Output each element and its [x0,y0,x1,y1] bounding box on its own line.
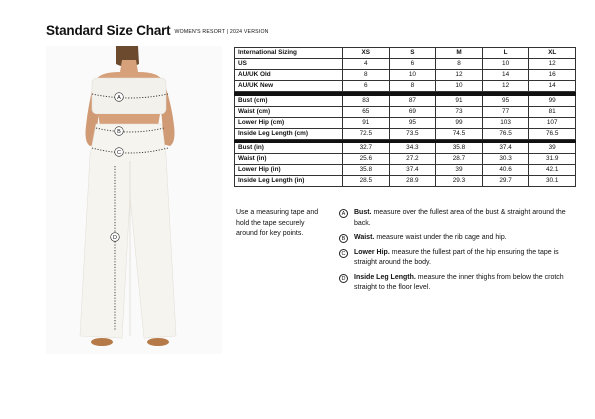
size-value-cell: 99 [529,95,576,106]
size-value-cell: 35.8 [436,143,483,154]
size-chart-table [234,47,576,187]
row-label: Waist (in) [235,154,343,165]
table-row [235,154,576,165]
note-text [354,208,579,229]
size-value-cell: 103 [482,117,529,128]
size-value-cell: 6 [389,59,436,70]
size-value-cell: 95 [389,117,436,128]
table-row [235,59,576,70]
size-value-cell: 42.1 [529,165,576,176]
header-sizing-label: International Sizing [235,48,343,59]
shoulders-shape [96,60,162,80]
note-description: measure the fullest part of the hip ensuring the tape is straight around the body. [354,248,559,266]
note-item [339,273,579,294]
size-value-cell: 40.6 [482,165,529,176]
table-row [235,106,576,117]
note-title: Bust. [354,209,372,216]
size-value-cell: 35.8 [343,165,390,176]
note-marker-badge: A [339,209,348,218]
row-label: Inside Leg Length (in) [235,176,343,187]
page-title-block [46,22,269,40]
note-item [339,233,579,244]
size-value-cell: 8 [389,81,436,92]
size-value-cell: 29.3 [436,176,483,187]
size-value-cell: 87 [389,95,436,106]
size-value-cell: 77 [482,106,529,117]
header-size-1: XS [343,48,390,59]
row-label: US [235,59,343,70]
note-title: Waist. [354,234,375,241]
table-row [235,95,576,106]
size-value-cell: 72.5 [343,128,390,139]
size-value-cell: 81 [529,106,576,117]
row-label: Inside Leg Length (cm) [235,128,343,139]
size-value-cell: 73.5 [389,128,436,139]
trousers-shape [80,124,176,338]
size-value-cell: 73 [436,106,483,117]
note-item [339,248,579,269]
size-value-cell: 10 [389,70,436,81]
size-value-cell: 65 [343,106,390,117]
measurement-notes [339,208,579,298]
note-marker-badge: D [339,274,348,283]
marker-b-label: B [117,129,121,135]
size-value-cell: 12 [529,59,576,70]
size-value-cell: 27.2 [389,154,436,165]
right-sandal-shape [147,338,169,346]
size-value-cell: 39 [529,143,576,154]
note-text [354,233,507,244]
note-title: Inside Leg Length. [354,273,416,281]
size-value-cell: 30.3 [482,154,529,165]
header-size-5: XL [529,48,576,59]
size-value-cell: 107 [529,117,576,128]
left-sandal-shape [91,338,113,346]
header-size-4: L [482,48,529,59]
row-label: AU/UK New [235,81,343,92]
size-value-cell: 34.3 [389,143,436,154]
note-text [354,248,579,269]
size-value-cell: 28.9 [389,176,436,187]
table-row [235,81,576,92]
size-value-cell: 69 [389,106,436,117]
size-value-cell: 39 [436,165,483,176]
page-title: Standard Size Chart [46,23,171,38]
row-label: Lower Hip (cm) [235,117,343,128]
size-value-cell: 12 [482,81,529,92]
size-value-cell: 76.5 [529,128,576,139]
model-figure [46,46,222,354]
row-label: Lower Hip (in) [235,165,343,176]
header-size-2: S [389,48,436,59]
size-value-cell: 31.9 [529,154,576,165]
size-value-cell: 28.5 [343,176,390,187]
size-value-cell: 29.7 [482,176,529,187]
size-value-cell: 8 [436,59,483,70]
row-label: Waist (cm) [235,106,343,117]
size-value-cell: 83 [343,95,390,106]
size-value-cell: 95 [482,95,529,106]
size-value-cell: 12 [436,70,483,81]
size-value-cell: 37.4 [389,165,436,176]
size-value-cell: 37.4 [482,143,529,154]
table-row [235,117,576,128]
table-row [235,165,576,176]
size-value-cell: 6 [343,81,390,92]
size-value-cell: 14 [529,81,576,92]
note-item [339,208,579,229]
marker-c-label: C [117,150,121,156]
note-description: measure over the fullest area of the bust & straight around the back. [354,209,566,227]
measuring-instructions: Use a measuring tape and hold the tape securely around for key points. [236,209,319,237]
size-value-cell: 91 [343,117,390,128]
note-text [354,273,579,294]
row-label: Bust (cm) [235,95,343,106]
size-value-cell: 25.6 [343,154,390,165]
size-value-cell: 28.7 [436,154,483,165]
size-value-cell: 10 [436,81,483,92]
size-value-cell: 32.7 [343,143,390,154]
note-title: Lower Hip. [354,248,390,256]
size-value-cell: 10 [482,59,529,70]
size-value-cell: 91 [436,95,483,106]
row-label: Bust (in) [235,143,343,154]
size-value-cell: 74.5 [436,128,483,139]
note-marker-badge: B [339,234,348,243]
header-size-3: M [436,48,483,59]
note-description: measure waist under the rib cage and hip. [376,234,507,241]
table-row [235,143,576,154]
size-value-cell: 14 [482,70,529,81]
table-header-row [235,48,576,59]
size-value-cell: 30.1 [529,176,576,187]
row-label: AU/UK Old [235,70,343,81]
size-value-cell: 76.5 [482,128,529,139]
size-value-cell: 16 [529,70,576,81]
table-row [235,176,576,187]
size-value-cell: 4 [343,59,390,70]
size-value-cell: 99 [436,117,483,128]
table-row [235,128,576,139]
page-subtitle: WOMEN'S RESORT | 2024 VERSION [174,29,269,35]
marker-d-label: D [113,235,117,241]
marker-a-label: A [117,95,121,101]
note-description: measure the inner thighs from below the crotch straight to the floor level. [354,273,564,291]
table-row [235,70,576,81]
note-marker-badge: C [339,249,348,258]
size-value-cell: 8 [343,70,390,81]
